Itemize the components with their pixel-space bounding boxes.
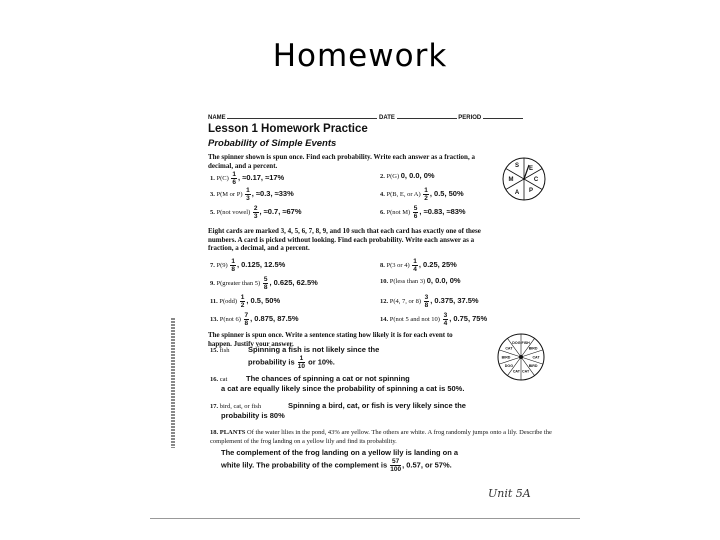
question-15: 15. fish <box>210 347 230 354</box>
problem-item: 8. P(3 or 4) $\frac{1}{4}$ , 0.25, 25% <box>380 258 457 273</box>
problem-item: 1. P(C) $\frac{1}{6}$ , ≈0.17, ≈17% <box>210 171 285 186</box>
letter-spinner <box>501 156 547 202</box>
worksheet-header <box>208 113 568 121</box>
problem-item: 14. P(not 5 and not 10) $\frac{3}{4}$ , 0.75, 75% <box>380 312 488 327</box>
fraction: $\frac{1}{6}$ <box>232 171 237 186</box>
problem-item: 3. P(M or P) $\frac{1}{3}$ , ≈0.3, ≈33% <box>210 187 294 202</box>
fraction: $\frac{2}{3}$ <box>253 205 258 220</box>
answer-text: 0, 0.0, 0% <box>400 171 435 180</box>
spinner-label: DOG <box>512 341 521 345</box>
lesson-title: Lesson 1 Homework Practice <box>208 123 368 135</box>
spinner-label: DOG <box>504 364 513 369</box>
answer-15: Spinning a fish is not likely since the probability is $\frac{1}{10}$ or 10%. <box>248 345 380 370</box>
fraction: $\frac{1}{8}$ <box>231 258 235 273</box>
spinner-label: FISH <box>521 341 530 345</box>
handwritten-note: Unit 5A <box>488 487 531 500</box>
spinner-label: M <box>508 177 514 183</box>
answer-text: , 0.25, 25% <box>418 259 457 269</box>
date-line <box>397 113 457 119</box>
date-label: DATE <box>379 115 395 121</box>
answer-text: , 0.625, 62.5% <box>269 277 318 287</box>
fraction: $\frac{1}{3}$ <box>246 187 250 202</box>
period-label: PERIOD <box>458 115 482 121</box>
fraction: $\frac{3}{8}$ <box>424 294 429 309</box>
spinner-label: E <box>528 166 534 172</box>
answer-text: , 0.5, 50% <box>429 188 464 198</box>
fraction: $\frac{1}{4}$ <box>413 258 417 273</box>
problem-item: 6. P(not M) $\frac{5}{6}$ , ≈0.83, ≈83% <box>380 205 466 220</box>
question-18: 18. PLANTS Of the water lilies in the pond, 43% are yellow. The others are white. A frog randomly jumps onto a lily. Describe the complement of the frog landing on a yellow lily and find its probability. <box>210 429 552 445</box>
problem-item: 5. P(not vowel) $\frac{2}{3}$ , ≈0.7, ≈67% <box>210 205 302 220</box>
scan-edge <box>150 518 580 519</box>
period-line <box>483 113 523 119</box>
spinner-label: C <box>533 177 539 183</box>
answer-17: Spinning a bird, cat, or fish is very likely since the <box>288 401 466 410</box>
problem-item: 12. P(4, 7, or 8) $\frac{3}{8}$ , 0.375, 37.5% <box>380 294 479 309</box>
spinner-label: CAT <box>522 369 530 374</box>
answer-text: , 0.75, 75% <box>449 313 488 323</box>
answer-text: , ≈0.7, ≈67% <box>259 206 302 216</box>
problem-item: 13. P(not 6) $\frac{7}{8}$ , 0.875, 87.5% <box>210 312 299 327</box>
question-17: 17. bird, cat, or fish <box>210 403 262 410</box>
spinner-label: BIRD <box>528 346 538 351</box>
answer-17-cont: probability is 80% <box>221 411 285 420</box>
answer-16-cont: a cat are equally likely since the probability of spinning a cat is 50%. <box>221 384 465 393</box>
fraction: $\frac{7}{8}$ <box>244 312 249 327</box>
fraction: $\frac{1}{2}$ <box>240 294 245 309</box>
fraction: $\frac{57}{100}$ <box>390 458 402 473</box>
fraction: $\frac{1}{10}$ <box>297 355 306 370</box>
answer-text: , 0.875, 87.5% <box>250 313 299 323</box>
copyright-strip <box>171 318 175 448</box>
answer-text: 0, 0.0, 0% <box>426 276 461 285</box>
question-16: 16. cat <box>210 376 228 383</box>
spinner-label: BIRD <box>501 355 511 360</box>
problem-item: 10. P(less than 3) 0, 0.0, 0% <box>380 276 461 285</box>
answer-text: , 0.5, 50% <box>246 295 281 305</box>
answer-16: The chances of spinning a cat or not spinning <box>246 374 410 383</box>
problem-item: 11. P(odd) $\frac{1}{2}$ , 0.5, 50% <box>210 294 281 309</box>
answer-text: , ≈0.3, ≈33% <box>251 188 294 198</box>
answer-text: , ≈0.17, ≈17% <box>238 172 285 182</box>
spinner-label: CAT <box>532 355 540 360</box>
slide-title: Homework <box>272 38 448 74</box>
spinner-label: BIRD <box>528 364 538 369</box>
spinner-label: CAT <box>505 346 513 351</box>
spinner-label: S <box>514 163 520 169</box>
problem-item: 4. P(B, E, or A) $\frac{1}{2}$ , 0.5, 50% <box>380 187 464 202</box>
worksheet-subtitle: Probability of Simple Events <box>208 138 337 149</box>
problem-item: 2. P(G) 0, 0.0, 0% <box>380 171 435 180</box>
answer-text: , 0.375, 37.5% <box>430 295 479 305</box>
worksheet <box>168 103 573 515</box>
fraction: $\frac{1}{2}$ <box>424 187 428 202</box>
spinner-label: A <box>514 190 520 196</box>
section1-instructions: The spinner shown is spun once. Find each probability. Write each answer as a fraction, a decimal, and a percent. <box>208 153 475 170</box>
problem-item: 7. P(9) $\frac{1}{8}$ , 0.125, 12.5% <box>210 258 286 273</box>
fraction: $\frac{5}{8}$ <box>263 276 268 291</box>
answer-text: , ≈0.83, ≈83% <box>419 206 466 216</box>
name-label: NAME <box>208 115 226 121</box>
answer-text: , 0.125, 12.5% <box>236 259 286 269</box>
fraction: $\frac{5}{6}$ <box>413 205 418 220</box>
answer-18: The complement of the frog landing on a yellow lily is landing on a white lily. The probability of the complement is $\frac{57}{100}$ , 0.57, or 57%. <box>221 448 459 473</box>
spinner-label: CAT <box>512 369 520 374</box>
fraction: $\frac{3}{4}$ <box>443 312 448 327</box>
spinner-label: P <box>528 188 534 194</box>
name-line <box>227 113 377 119</box>
problem-item: 9. P(greater than 5) $\frac{5}{8}$ , 0.625, 62.5% <box>210 276 318 291</box>
section2-instructions: Eight cards are marked 3, 4, 5, 6, 7, 8, 9, and 10 such that each card has exactly one of these numbers. A card is picked without looking. Find each probability. Write each answer as a fraction, a decimal, and a percent. <box>208 227 481 252</box>
section3-instructions: The spinner is spun once. Write a sentence stating how likely it is for each event to happen. Justify your answer. <box>208 331 453 348</box>
